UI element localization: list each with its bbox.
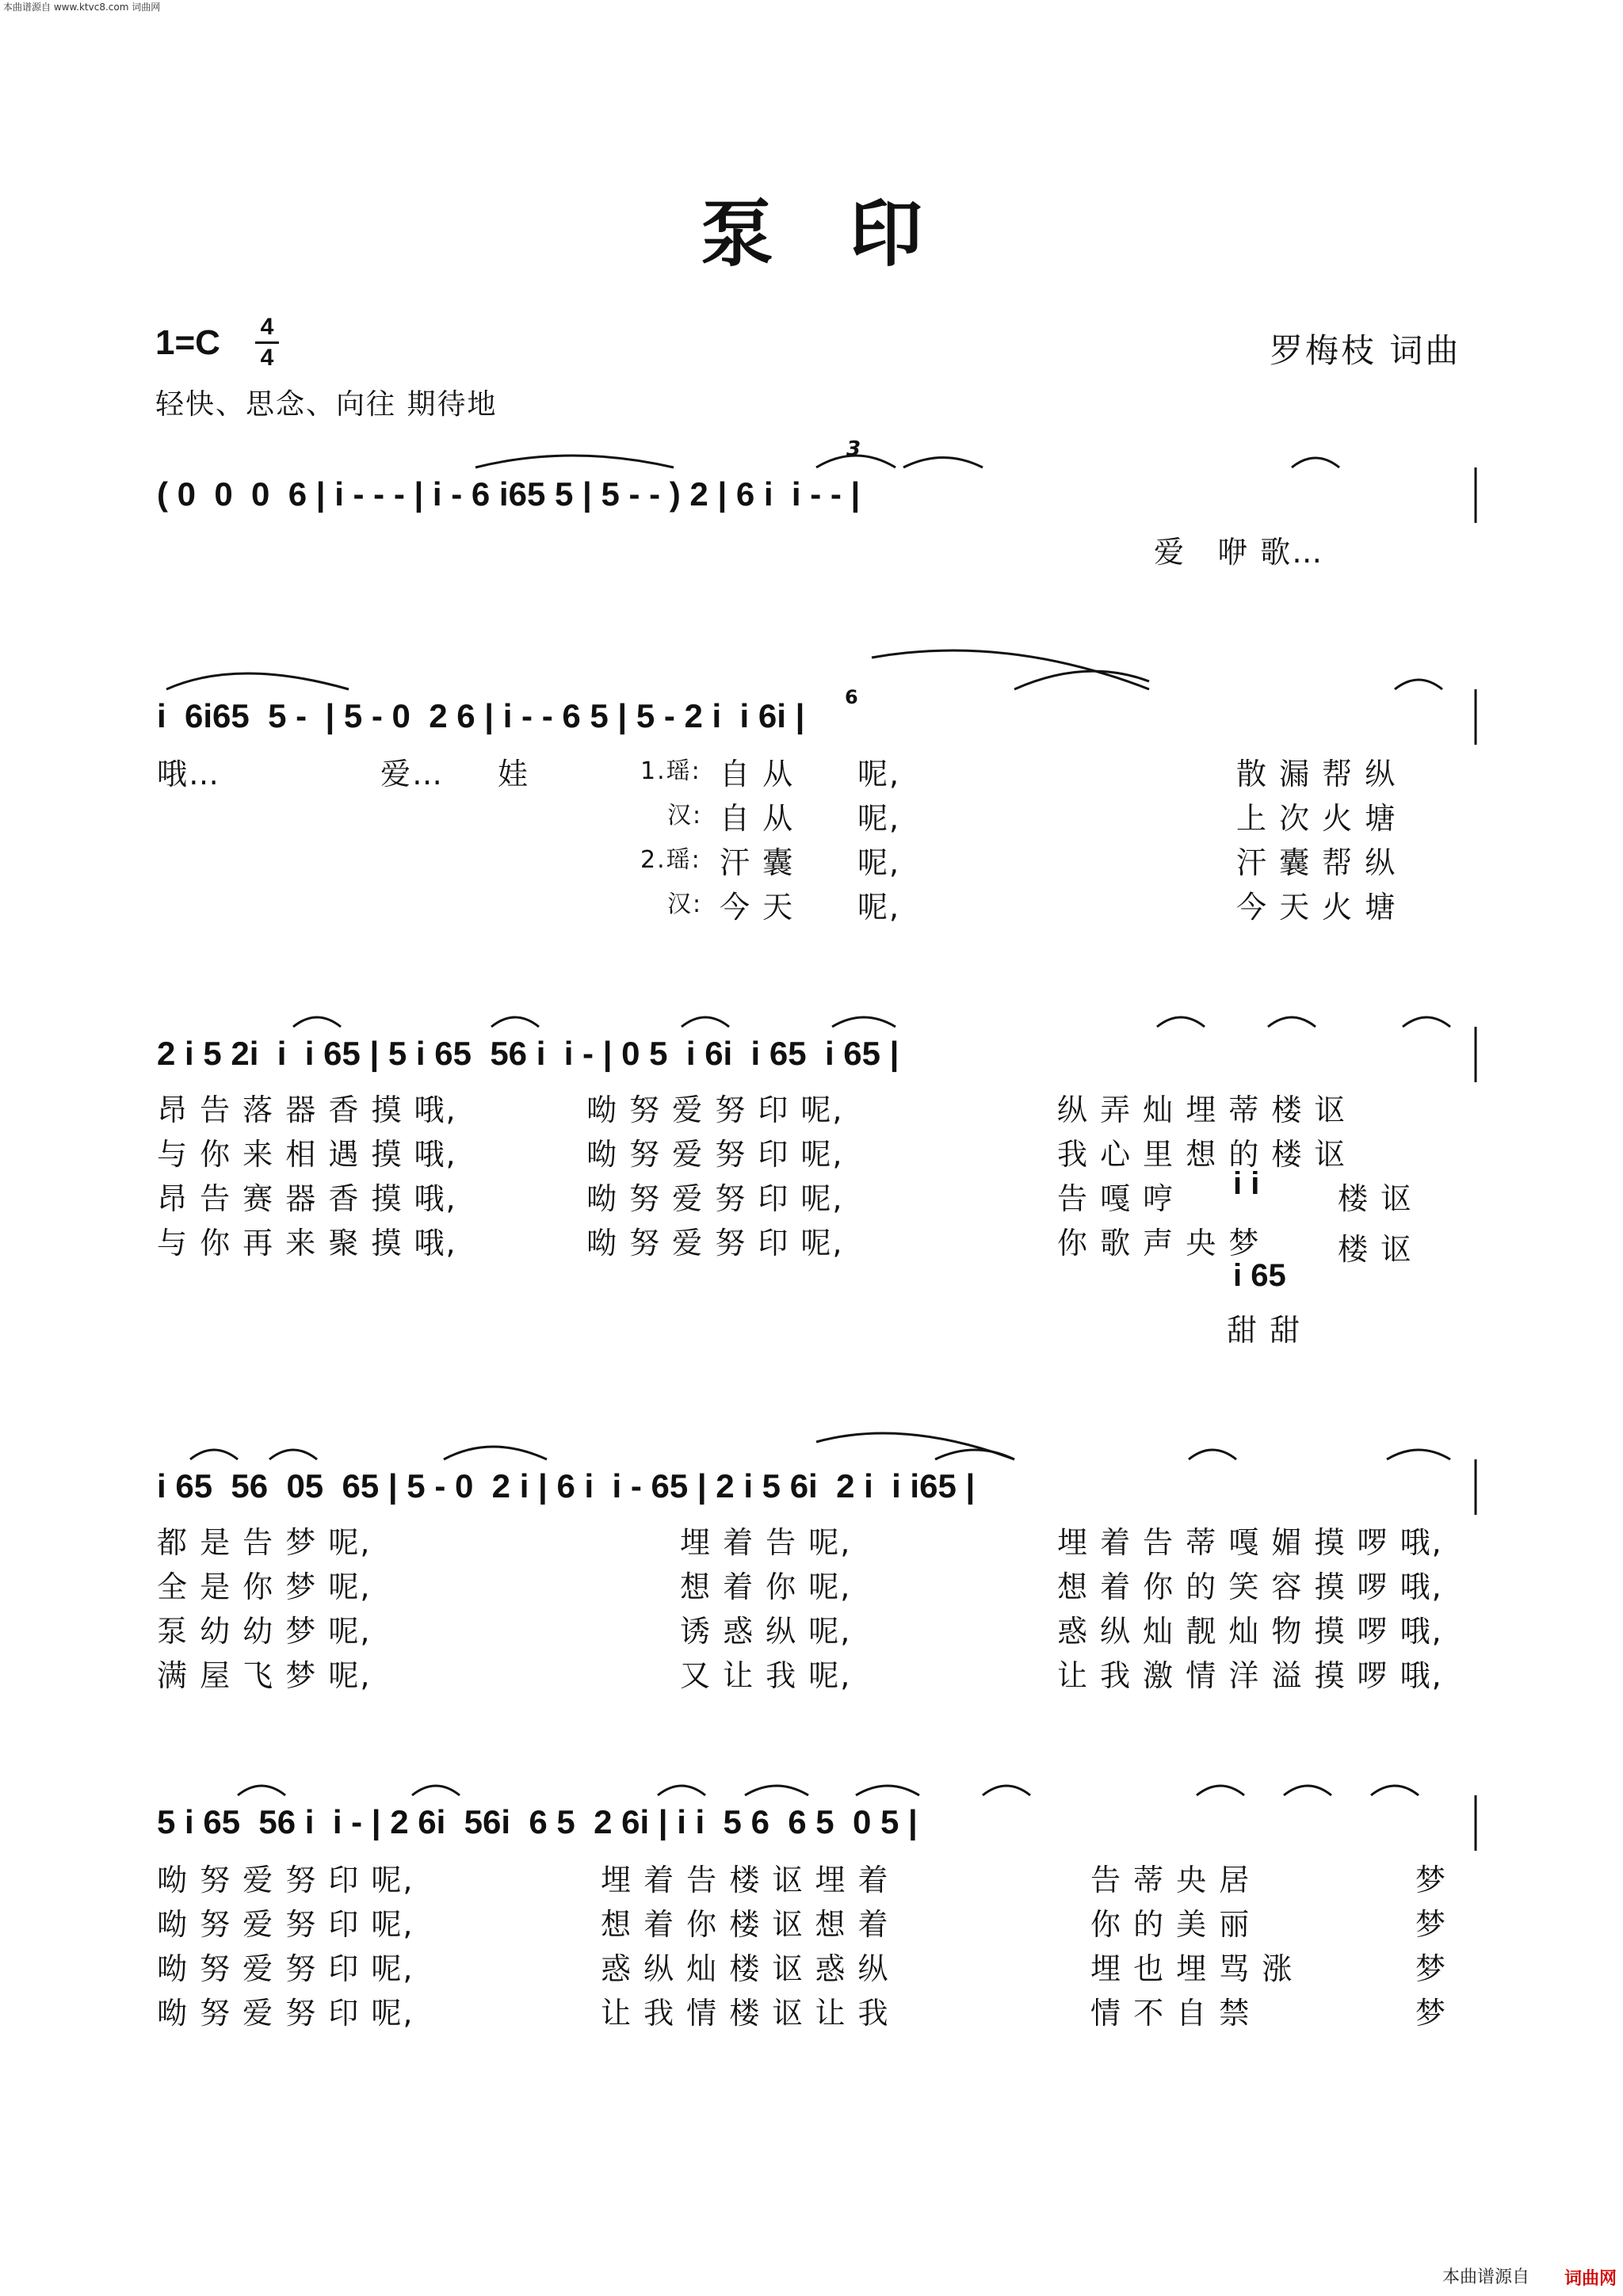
verse-text: 想 着 你 呢, [680,1569,852,1604]
verse-text: 呦 努 爱 努 印 呢, [157,1996,414,2031]
verse-text: 纵 弄 灿 埋 蒂 楼 讴 [1057,1093,1346,1127]
footer-site[interactable]: 词曲网 [1564,2269,1617,2289]
verse-text: 你 的 美 丽 [1090,1907,1251,1942]
verse-text: 呢, [857,757,901,791]
slur-arc [1268,1017,1316,1027]
notation-line-4: i 65 56 05 65 | 5 - 0 2 i | 6 i i - 65 | 2 i 5 6i 2 i i i65 | [157,1467,976,1505]
meter-denominator: 4 [260,345,274,371]
verse-text: 自 从 [720,757,795,791]
slur-arc [832,1017,896,1027]
verse-text: 梦 [1415,1996,1448,2031]
verse-text: 埋 着 告 呢, [680,1525,852,1560]
verse-text: 埋 着 告 蒂 嘎 媚 摸 啰 哦, [1057,1525,1443,1560]
slur-arc [1395,680,1442,689]
verse-text: 告 嘎 哼 [1057,1181,1175,1216]
verse-text: 与 你 再 来 聚 摸 哦, [157,1226,457,1261]
slur-arc [190,1450,238,1459]
verse-text: 今 天 [720,890,795,925]
verse-text: 呢, [857,890,901,925]
verse-text: 上 次 火 塘 [1236,801,1397,836]
slur-arc [1157,1017,1205,1027]
notation-line-1: ( 0 0 0 6 | i - - - | i - 6 i65 5 | 5 - - ) 2 | 6 i i - - | [157,475,861,513]
slur-arc [1189,1450,1236,1459]
notation-line-2: i 6i65 5 - | 5 - 0 2 6 | i - - 6 5 | 5 - 2 i i 6i | [157,697,805,734]
slur-arc [444,1447,547,1459]
verse-text: 楼 讴 [1338,1181,1413,1216]
slur-arc [856,1786,919,1795]
slur-arc [293,1017,341,1027]
verse-text: 呦 努 爱 努 印 呢, [586,1093,844,1127]
verse-text: 我 心 里 想 的 楼 讴 [1057,1137,1346,1172]
verse-text: 自 从 [720,801,795,836]
verse-text: 埋 着 告 楼 讴 埋 着 [601,1863,890,1897]
notation-line-5: 5 i 65 56 i i - | 2 6i 56i 6 5 2 6i | i i 5 6 6 5 0 5 | [157,1803,918,1840]
performance-mood: 轻快、思念、向往 期待地 [155,388,498,421]
verse-text: 呦 努 爱 努 印 呢, [157,1907,414,1942]
lyric-line-2-lead-2: 爱… [380,757,445,791]
slur-arc [935,1450,1014,1459]
song-title: 泵印 [700,191,999,277]
notation-line-3: 2 i 5 2i i i 65 | 5 i 65 56 i i - | 0 5 i 6i i 65 i 65 | [157,1035,899,1072]
verse-text: 呦 努 爱 努 印 呢, [157,1863,414,1897]
slur-arc [983,1786,1030,1795]
slur-arc [475,456,674,467]
slur-arc [1387,1450,1450,1459]
verse-text: 满 屋 飞 梦 呢, [157,1658,372,1693]
slur-arc [903,458,983,468]
verse-text: 泵 幼 幼 梦 呢, [157,1614,372,1649]
slur-arc [1403,1017,1450,1027]
verse-label: 2.瑶: [640,846,701,874]
verse-text: 梦 [1415,1951,1448,1986]
verse-text: 呦 努 爱 努 印 呢, [586,1226,844,1261]
verse-text: 散 漏 帮 纵 [1236,757,1397,791]
lyric-line-2-lead-3: 娃 [498,757,530,791]
verse-text: 今 天 火 塘 [1236,890,1397,925]
alt-lyric: 甜 甜 [1227,1313,1302,1348]
slur-arc [1371,1786,1419,1795]
verse-text: 你 歌 声 央 梦 [1057,1226,1261,1261]
verse-text: 都 是 告 梦 呢, [157,1525,372,1560]
verse-text: 全 是 你 梦 呢, [157,1569,372,1604]
verse-label: 汉: [667,802,703,830]
source-watermark: 本曲谱源自 www.ktvc8.com 词曲网 [3,2,161,13]
meter-numerator: 4 [260,314,274,340]
composer-credit: 罗梅枝 词曲 [1270,331,1461,370]
verse-text: 埋 也 埋 骂 涨 [1090,1951,1294,1986]
verse-text: 梦 [1415,1907,1448,1942]
verse-label: 1.瑶: [640,757,701,785]
slur-arc [745,1786,808,1795]
verse-text: 惑 纵 灿 楼 讴 惑 纵 [601,1951,890,1986]
slur-arc [816,456,896,467]
lyric-line-1-b: 咿 歌… [1217,535,1324,570]
triplet-mark: 3 [846,437,861,461]
verse-text: 惑 纵 灿 靓 灿 物 摸 啰 哦, [1057,1614,1443,1649]
slur-arc [1014,671,1149,689]
verse-label: 汉: [667,891,703,918]
alt-notation: i 65 [1233,1258,1286,1293]
slur-arc [491,1017,539,1027]
slur-arc [166,673,349,689]
verse-text: 昂 告 赛 器 香 摸 哦, [157,1181,457,1216]
slur-arc [238,1786,285,1795]
verse-text: 想 着 你 楼 讴 想 着 [601,1907,890,1942]
verse-text: 呢, [857,801,901,836]
verse-text: 情 不 自 禁 [1090,1996,1251,2031]
verse-text: 让 我 情 楼 讴 让 我 [601,1996,890,2031]
verse-text: 诱 惑 纵 呢, [680,1614,852,1649]
slur-arc [1197,1786,1244,1795]
grace-note: 6 [845,686,858,708]
verse-text: 梦 [1415,1863,1448,1897]
verse-text: 呦 努 爱 努 印 呢, [586,1181,844,1216]
verse-text: 昂 告 落 器 香 摸 哦, [157,1093,457,1127]
slur-arc [872,650,1149,689]
slur-arc [816,1433,1014,1459]
verse-text: 想 着 你 的 笑 容 摸 啰 哦, [1057,1569,1443,1604]
verse-text: 与 你 来 相 遇 摸 哦, [157,1137,457,1172]
lyric-line-2-lead-1: 哦… [157,757,221,791]
verse-text: 告 蒂 央 居 [1090,1863,1251,1897]
footer-source: 本曲谱源自 [1442,2267,1529,2287]
verse-text: 汗 囊 [720,845,795,880]
verse-text: 呦 努 爱 努 印 呢, [157,1951,414,1986]
verse-text: 让 我 激 情 洋 溢 摸 啰 哦, [1057,1658,1443,1693]
slur-arc [412,1786,460,1795]
lyric-line-1-a: 爱 [1154,535,1186,570]
verse-text: 呦 努 爱 努 印 呢, [586,1137,844,1172]
inline-notes: i i [1233,1166,1260,1201]
verse-text: 楼 讴 [1338,1232,1413,1267]
slur-arc [1284,1786,1331,1795]
key-signature: 1=C [155,323,220,362]
slur-arc [658,1786,705,1795]
slur-arc [682,1017,729,1027]
verse-text: 又 让 我 呢, [680,1658,852,1693]
slur-arc [269,1450,317,1459]
verse-text: 呢, [857,845,901,880]
verse-text: 汗 囊 帮 纵 [1236,845,1397,880]
slur-arc [1292,458,1339,467]
